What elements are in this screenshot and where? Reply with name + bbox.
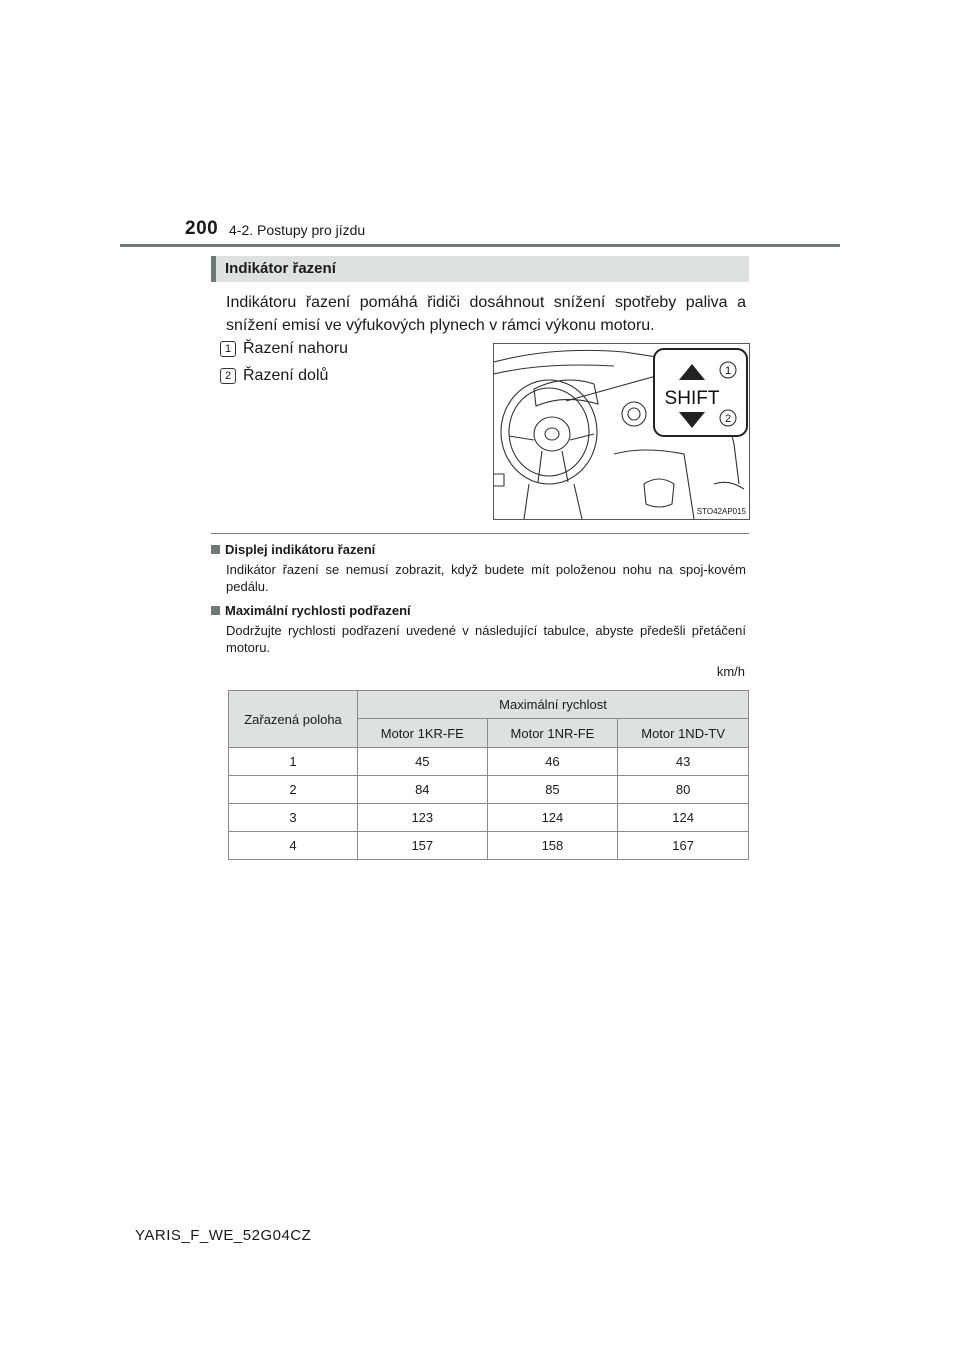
page-number: 200 bbox=[185, 218, 219, 239]
item-number-2: 2 bbox=[220, 368, 236, 384]
intro-paragraph: Indikátoru řazení pomáhá řidiči dosáhnout snížení spotřeby paliva a snížení emisí ve výfukových plynech v rámci výkonu motoru. bbox=[226, 294, 746, 334]
section-title: 4-2. Postupy pro jízdu bbox=[229, 222, 366, 238]
gear-cell: 3 bbox=[229, 804, 358, 832]
section-heading-text: Indikátor řazení bbox=[225, 260, 336, 277]
speed-cell: 46 bbox=[487, 748, 618, 776]
gear-cell: 4 bbox=[229, 832, 358, 860]
table-row bbox=[229, 748, 749, 776]
callout-number-2: 2 bbox=[724, 413, 732, 425]
document-code: YARIS_F_WE_52G04CZ bbox=[135, 1227, 312, 1244]
col-header-gear: Zařazená poloha bbox=[229, 691, 358, 748]
illustration-code: STO42AP015 bbox=[696, 507, 746, 516]
item-number-1: 1 bbox=[220, 341, 236, 357]
speed-cell: 124 bbox=[618, 804, 749, 832]
heading-accent bbox=[211, 256, 216, 282]
col-header-engine: Motor 1KR-FE bbox=[358, 719, 488, 748]
gear-cell: 1 bbox=[229, 748, 358, 776]
note-text-display: Indikátor řazení se nemusí zobrazit, když budete mít položenou nohu na spoj-kovém pedálu. bbox=[226, 562, 746, 594]
table-row bbox=[229, 832, 749, 860]
dashboard-drawing bbox=[494, 344, 749, 519]
speed-cell: 84 bbox=[358, 776, 488, 804]
speed-cell: 45 bbox=[358, 748, 488, 776]
item-label-shift-up: Řazení nahoru bbox=[243, 340, 348, 357]
section-heading bbox=[211, 256, 749, 282]
note-title-display: Displej indikátoru řazení bbox=[225, 542, 376, 557]
content-divider bbox=[211, 533, 749, 534]
speed-cell: 158 bbox=[487, 832, 618, 860]
table-unit: km/h bbox=[716, 664, 745, 679]
bullet-square-icon bbox=[211, 545, 220, 554]
speed-cell: 157 bbox=[358, 832, 488, 860]
table-row bbox=[229, 776, 749, 804]
callout-number-1: 1 bbox=[724, 365, 732, 377]
note-heading-speeds bbox=[211, 603, 411, 618]
col-header-engine: Motor 1NR-FE bbox=[487, 719, 618, 748]
col-header-engine: Motor 1ND-TV bbox=[618, 719, 749, 748]
item-label-shift-down: Řazení dolů bbox=[243, 367, 329, 384]
speed-cell: 85 bbox=[487, 776, 618, 804]
dashboard-illustration bbox=[493, 343, 750, 520]
max-speed-table bbox=[228, 690, 749, 860]
gear-cell: 2 bbox=[229, 776, 358, 804]
table-row bbox=[229, 804, 749, 832]
speed-cell: 167 bbox=[618, 832, 749, 860]
note-title-speeds: Maximální rychlosti podřazení bbox=[225, 603, 411, 618]
shift-label: SHIFT bbox=[664, 388, 720, 409]
note-heading-display bbox=[211, 542, 375, 557]
speed-cell: 124 bbox=[487, 804, 618, 832]
bullet-square-icon bbox=[211, 606, 220, 615]
speed-cell: 43 bbox=[618, 748, 749, 776]
header-divider bbox=[120, 244, 840, 247]
note-text-speeds: Dodržujte rychlosti podřazení uvedené v následující tabulce, abyste předešli přetáčení motoru. bbox=[226, 623, 746, 655]
col-header-group: Maximální rychlost bbox=[358, 691, 749, 719]
speed-cell: 123 bbox=[358, 804, 488, 832]
speed-cell: 80 bbox=[618, 776, 749, 804]
